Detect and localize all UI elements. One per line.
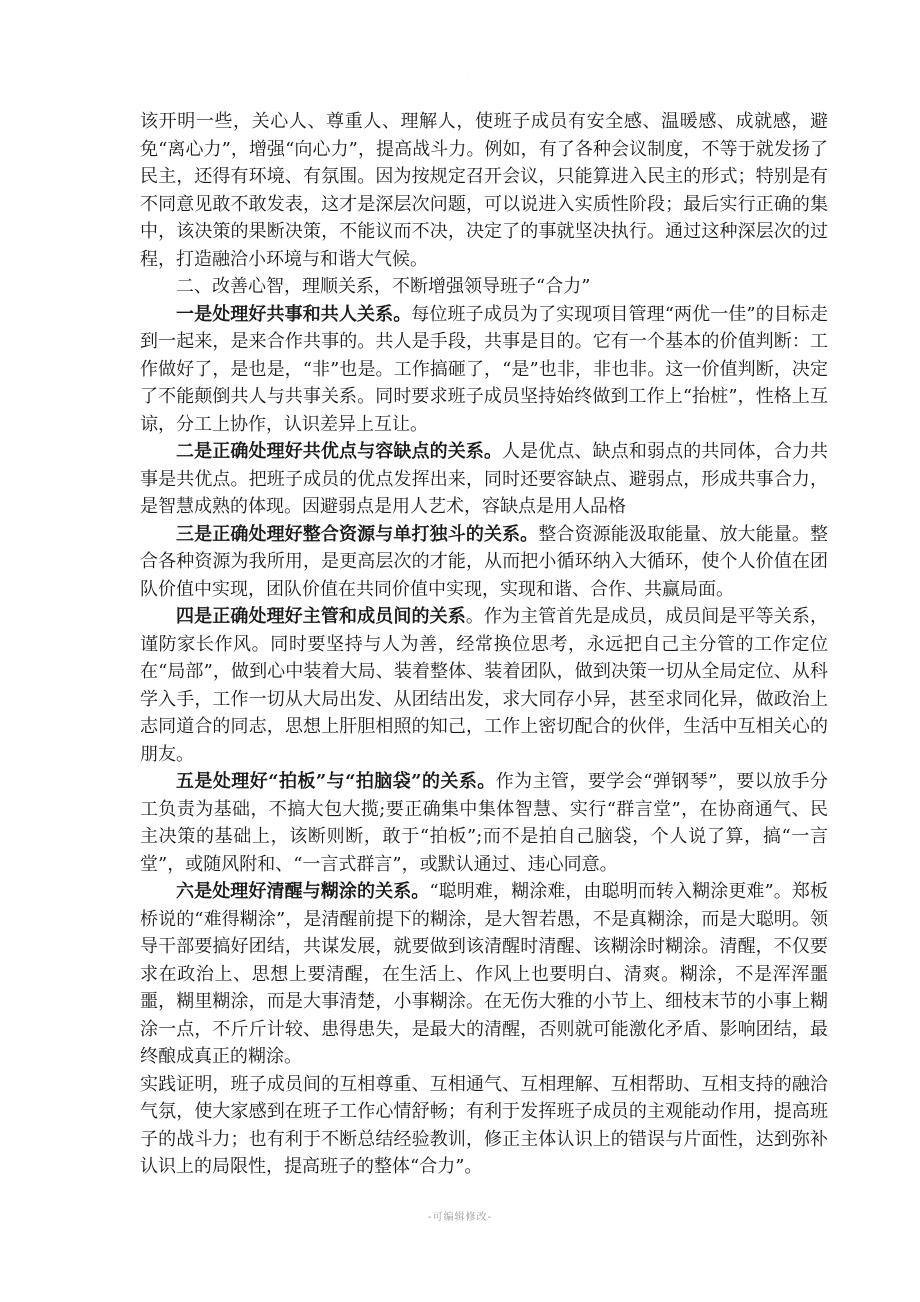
item-paragraph-6 [140, 878, 828, 1071]
item-body-6: “聪明难，糊涂难，由聪明而转入糊涂更难”。郑板桥说的“难得糊涂”，是清醒前提下的糊涂，是大智若愚，不是真糊涂，而是大聪明。领导干部要搞好团结，共谋发展，就要做到该清醒时清醒、该糊涂时糊涂。清醒，不仅要求在政治上、思想上要清醒，在生活上、作风上也要明白、清爽。糊涂，不是浑浑噩噩，糊里糊涂，而是大事清楚，小事糊涂。在无伤大雅的小节上、细枝末节的小事上糊涂一点，不斤斤计较、患得患失，是最大的清醒，否则就可能激化矛盾、影响团结，最终酿成真正的糊涂。 [140, 881, 829, 1067]
item-lead-5: 五是处理好“拍板”与“拍脑袋”的关系。 [176, 771, 496, 792]
section-heading: 二、改善心智，理顺关系，不断增强领导班子“合力” [176, 276, 591, 297]
item-body-3: 整合资源能汲取能量、放大能量。整合各种资源为我所用，是更高层次的才能，从而把小循环纳入大循环，使个人价值在团队价值中实现，团队价值在共同价值中实现，实现和谐、合作、共赢局面。 [140, 523, 829, 600]
document-body [140, 108, 828, 1181]
item-body-4: 。作为主管首先是成员，成员间是平等关系，谨防家长作风。同时要坚持与人为善，经常换位思考，永远把自己主分管的工作定位在“局部”，做到心中装着大局、装着整体、装着团队，做到决策一切从全局定位、从科学入手，工作一切从大局出发、从团结出发，求大同存小异，甚至求同化异，做政治上志同道合的同志，思想上肝胆相照的知己，工作上密切配合的伙伴，生活中互相关心的朋友。 [140, 606, 828, 765]
item-lead-3: 三是正确处理好整合资源与单打独斗的关系。 [176, 523, 539, 545]
item-paragraph-3 [140, 521, 828, 604]
item-lead-6: 六是处理好清醒与糊涂的关系。 [176, 881, 430, 902]
item-lead-2: 二是正确处理好共优点与容缺点的关系。 [176, 441, 503, 462]
item-body-2: 人是优点、缺点和弱点的共同体，合力共事是共优点。把班子成员的优点发挥出来，同时还要容缺点、避弱点，形成共事合力，是智慧成熟的体现。因避弱点是用人艺术，容缺点是用人品格 [140, 441, 829, 517]
intro-paragraph: 该开明一些，关心人、尊重人、理解人，使班子成员有安全感、温暖感、成就感，避免“离心力”，增强“向心力”，提高战斗力。例如，有了各种会议制度，不等于就发扬了民主，还得有环境、有氛围。因为按规定召开会议，只能算进入民主的形式；特别是有不同意见敢不敢发表，这才是深层次问题，可以说进入实质性阶段；最后实行正确的集中，该决策的果断决策，不能议而不决，决定了的事就坚决执行。通过这种深层次的过程，打造融洽小环境与和谐大气候。 [140, 111, 828, 270]
item-paragraph-4 [140, 603, 828, 768]
item-paragraph-2 [140, 438, 828, 521]
page-top-mark: · [466, 72, 468, 79]
item-lead-1: 一是处理好共事和共人关系。 [176, 303, 412, 325]
page-footer: -可编辑修改- [427, 1212, 493, 1223]
item-lead-4: 四是正确处理好主管和成员间的关系 [176, 606, 466, 627]
closing-paragraph: 实践证明，班子成员间的互相尊重、互相通气、互相理解、互相帮助、互相支持的融洽气氛，使大家感到在班子工作心情舒畅；有利于发挥班子成员的主观能动作用，提高班子的战斗力；也有利于不断总结经验教训，修正主体认识上的错误与片面性，达到弥补认识上的局限性，提高班子的整体“合力”。 [140, 1073, 828, 1177]
item-paragraph-1 [140, 301, 828, 439]
item-body-5: 作为主管，要学会“弹钢琴”，要以放手分工负责为基础，不搞大包大揽;要正确集中集体智慧、实行“群言堂”，在协商通气、民主决策的基础上，该断则断，敢于“拍板”;而不是拍自己脑袋，个人说了算，搞“一言堂”，或随风附和、“一言式群言”，或默认通过、违心同意。 [140, 771, 828, 875]
item-body-1: 每位班子成员为了实现项目管理“两优一佳”的目标走到一起来，是来合作共事的。共人是手段，共事是目的。它有一个基本的价值判断：工作做好了，是也是，“非”也是。工作搞砸了，“是”也非，非也非。这一价值判断，决定了不能颠倒共人与共事关系。同时要求班子成员坚持始终做到工作上“抬桩”，性格上互谅，分工上协作，认识差异上互让。 [140, 303, 828, 435]
item-paragraph-5 [140, 768, 828, 878]
